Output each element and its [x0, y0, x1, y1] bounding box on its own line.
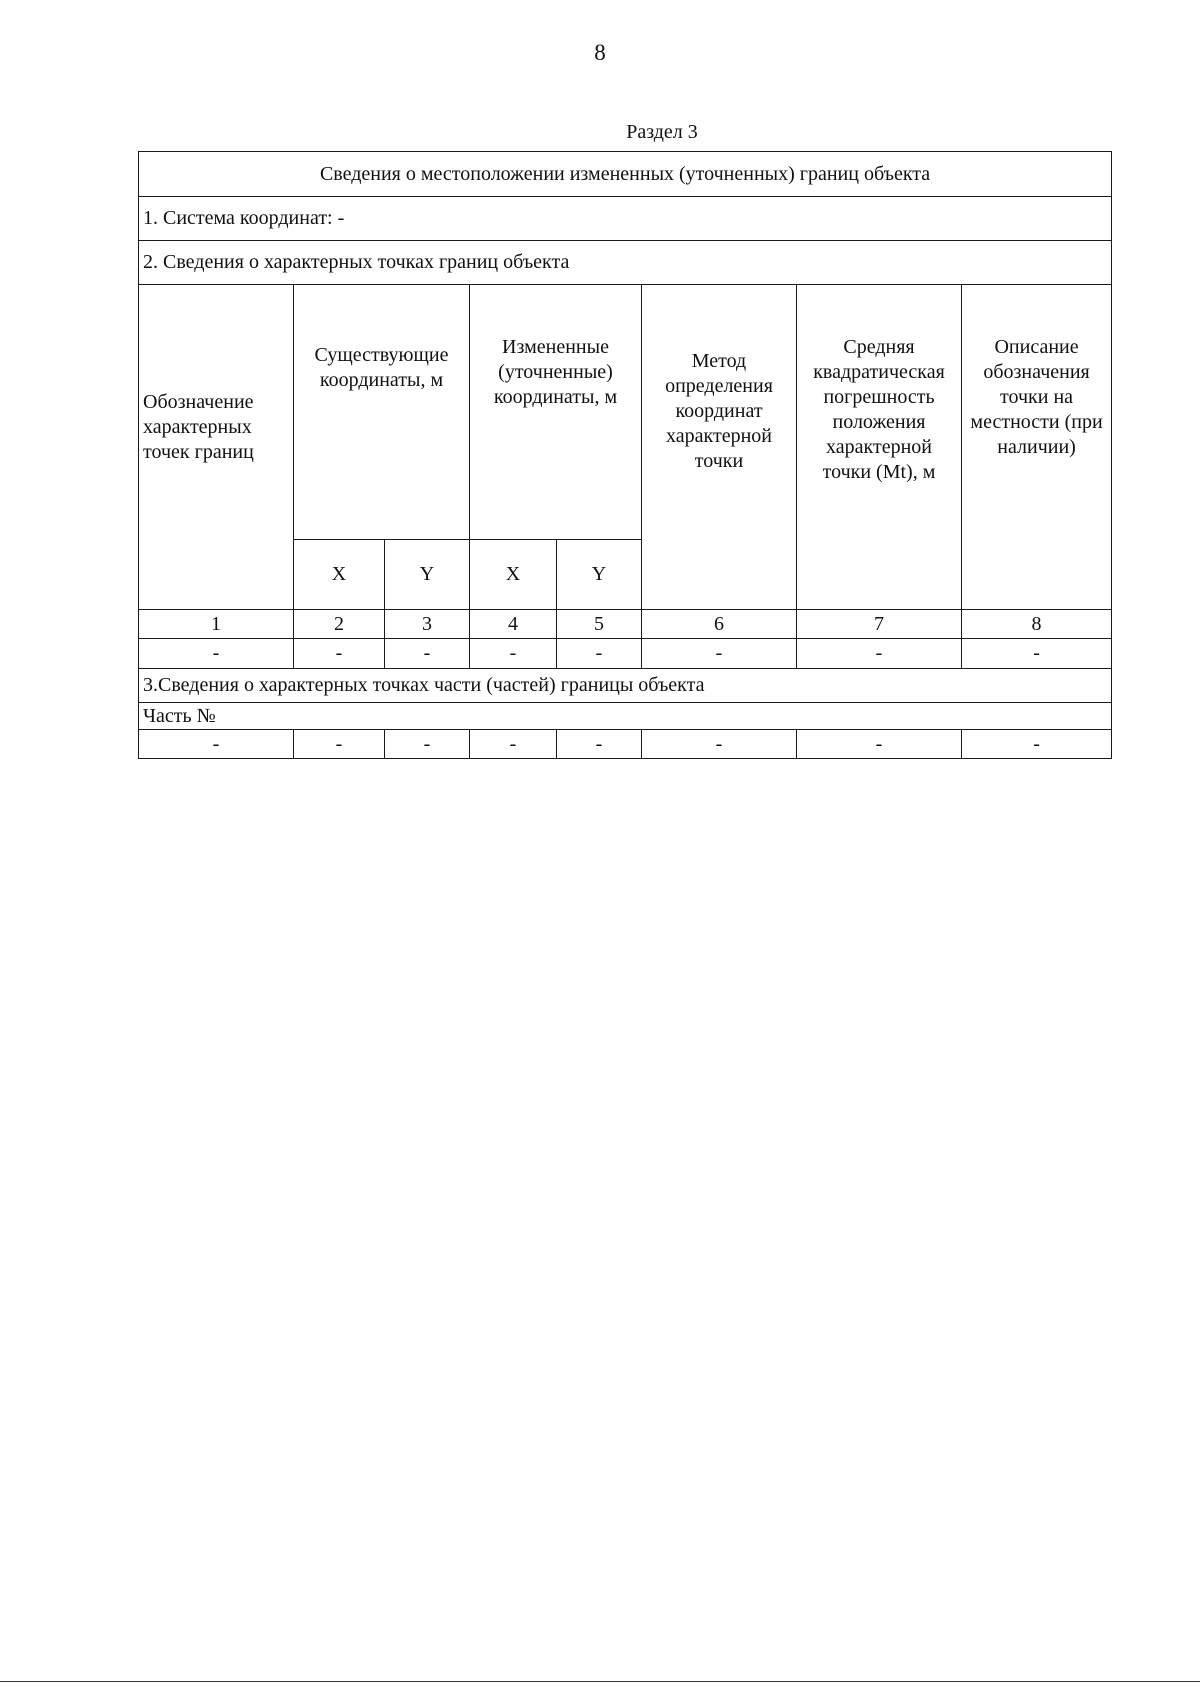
part-label-row	[139, 703, 1112, 730]
column-number: 8	[962, 610, 1112, 639]
column-number: 5	[557, 610, 642, 639]
table-cell: -	[294, 730, 385, 759]
footer-rule	[0, 1681, 1200, 1682]
table-cell: -	[294, 639, 385, 669]
parts-heading-row	[139, 669, 1112, 703]
table-cell: -	[642, 639, 797, 669]
header-method: Метод определения координат характерной точки	[642, 285, 797, 610]
table-cell: -	[962, 639, 1112, 669]
table-cell: -	[557, 639, 642, 669]
column-number: 7	[797, 610, 962, 639]
table-cell: -	[470, 730, 557, 759]
column-number: 3	[385, 610, 470, 639]
table-cell: -	[797, 730, 962, 759]
header-description: Описание обозначения точки на местности (при наличии)	[962, 285, 1112, 610]
header-changed-y: Y	[557, 540, 642, 610]
header-row-main	[139, 285, 1112, 540]
table-cell: -	[642, 730, 797, 759]
column-number: 2	[294, 610, 385, 639]
table-cell: -	[797, 639, 962, 669]
boundary-table	[138, 151, 1112, 759]
part-label: Часть №	[139, 703, 1112, 730]
table-title: Сведения о местоположении измененных (уточненных) границ объекта	[139, 152, 1112, 197]
table-cell: -	[139, 730, 294, 759]
header-changed-coords: Измененные (уточненные) координаты, м	[470, 285, 642, 540]
parts-heading: 3.Сведения о характерных точках части (частей) границы объекта	[139, 669, 1112, 703]
table-cell: -	[385, 730, 470, 759]
table-title-row	[139, 152, 1112, 197]
points-data-row	[139, 639, 1112, 669]
header-error: Средняя квадратическая погрешность положения характерной точки (Mt), м	[797, 285, 962, 610]
header-existing-coords: Существующие координаты, м	[294, 285, 470, 540]
section-title: Раздел 3	[626, 121, 698, 143]
header-existing-x: X	[294, 540, 385, 610]
header-changed-x: X	[470, 540, 557, 610]
points-heading: 2. Сведения о характерных точках границ объекта	[139, 241, 1112, 285]
table-cell: -	[470, 639, 557, 669]
column-number: 6	[642, 610, 797, 639]
header-existing-y: Y	[385, 540, 470, 610]
page-number: 8	[594, 40, 606, 65]
coord-system-row	[139, 197, 1112, 241]
coord-system: 1. Система координат: -	[139, 197, 1112, 241]
column-number-row	[139, 610, 1112, 639]
table-cell: -	[139, 639, 294, 669]
points-heading-row	[139, 241, 1112, 285]
table-cell: -	[385, 639, 470, 669]
parts-data-row	[139, 730, 1112, 759]
header-point-designation: Обозначение характерных точек границ	[139, 285, 294, 610]
column-number: 4	[470, 610, 557, 639]
table-cell: -	[557, 730, 642, 759]
column-number: 1	[139, 610, 294, 639]
table-cell: -	[962, 730, 1112, 759]
